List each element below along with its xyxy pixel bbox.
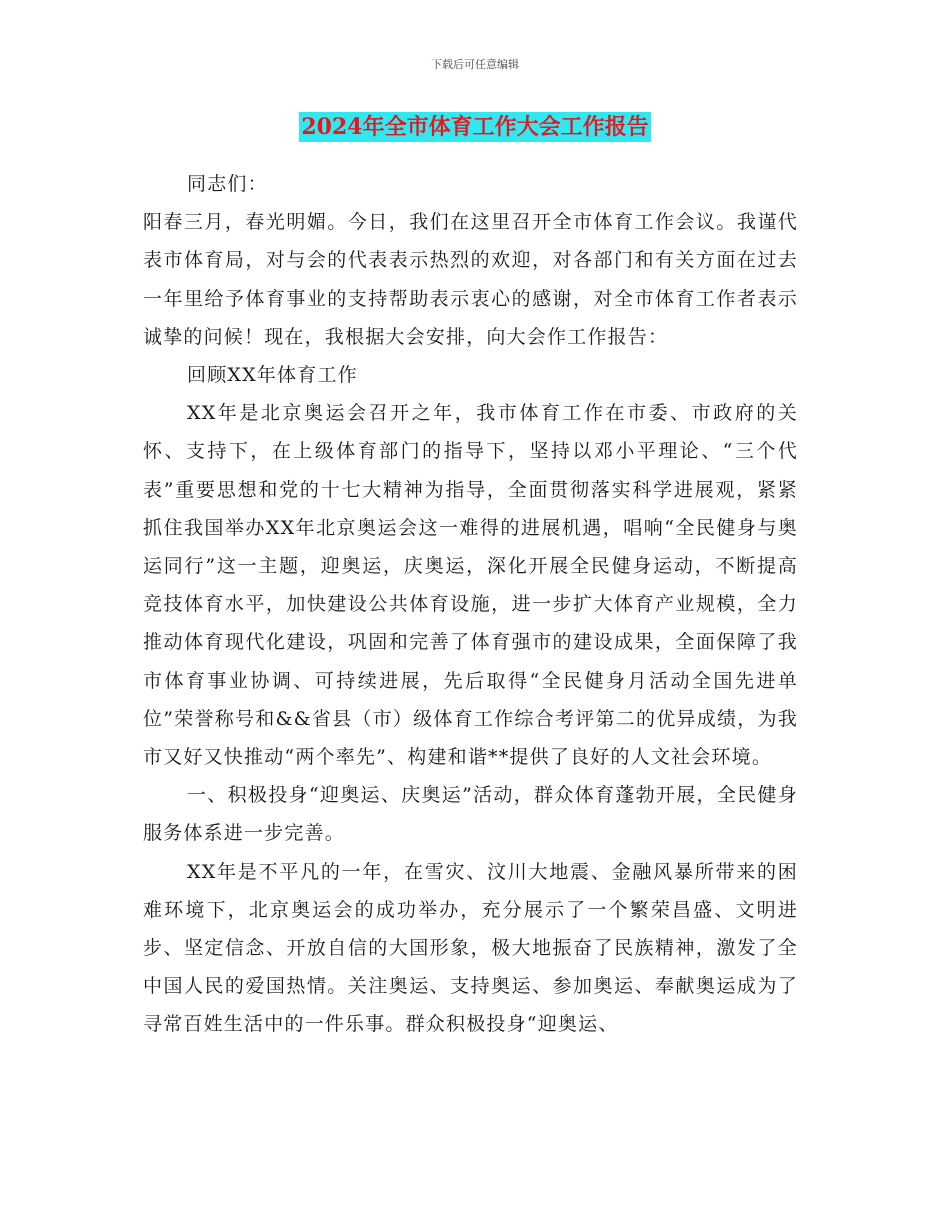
section-heading-review: 回顾XX年体育工作 <box>187 364 358 387</box>
paragraph-olympics: XX年是不平凡的一年，在雪灾、汶川大地震、金融风暴所带来的困难环境下，北京奥运会的成功举办，充分展示了一个繁荣昌盛、文明进步、坚定信念、开放自信的大国形象，极大地振奋了民族精神，激发了全中国人民的爱国热情。关注奥运、支持奥运、参加奥运、奉献奥运成为了寻常百姓生活中的一件乐事。群众积极投身“迎奥运、 <box>143 860 798 1036</box>
document-body <box>143 165 798 1044</box>
paragraph-opening: 阳春三月，春光明媚。今日，我们在这里召开全市体育工作会议。我谨代表市体育局，对与会的代表表示热烈的欢迎，对各部门和有关方面在过去一年里给予体育事业的支持帮助表示衷心的感谢，对全市体育工作者表示诚挚的问候！现在，我根据大会安排，向大会作工作报告： <box>143 211 798 348</box>
page-header-note: 下载后可任意编辑 <box>431 58 519 71</box>
paragraph-review: XX年是北京奥运会召开之年，我市体育工作在市委、市政府的关怀、支持下，在上级体育部门的指导下，坚持以邓小平理论、“三个代表”重要思想和党的十七大精神为指导，全面贯彻落实科学进展观，紧紧抓住我国举办XX年北京奥运会这一难得的进展机遇，唱响“全民健身与奥运同行”这一主题，迎奥运，庆奥运，深化开展全民健身运动，不断提高竞技体育水平，加快建设公共体育设施，进一步扩大体育产业规模，全力推动体育现代化建设，巩固和完善了体育强市的建设成果，全面保障了我市体育事业协调、可持续进展，先后取得“全民健身月活动全国先进单位”荣誉称号和&&省县（市）级体育工作综合考评第二的优异成绩，为我市又好又快推动“两个率先”、构建和谐**提供了良好的人文社会环境。 <box>143 402 798 769</box>
salutation: 同志们： <box>187 173 268 195</box>
section-heading-one: 一、积极投身“迎奥运、庆奥运”活动，群众体育蓬勃开展，全民健身服务体系进一步完善。 <box>143 784 798 845</box>
document-title: 2024年全市体育工作大会工作报告 <box>301 114 649 140</box>
title-container <box>0 112 950 142</box>
